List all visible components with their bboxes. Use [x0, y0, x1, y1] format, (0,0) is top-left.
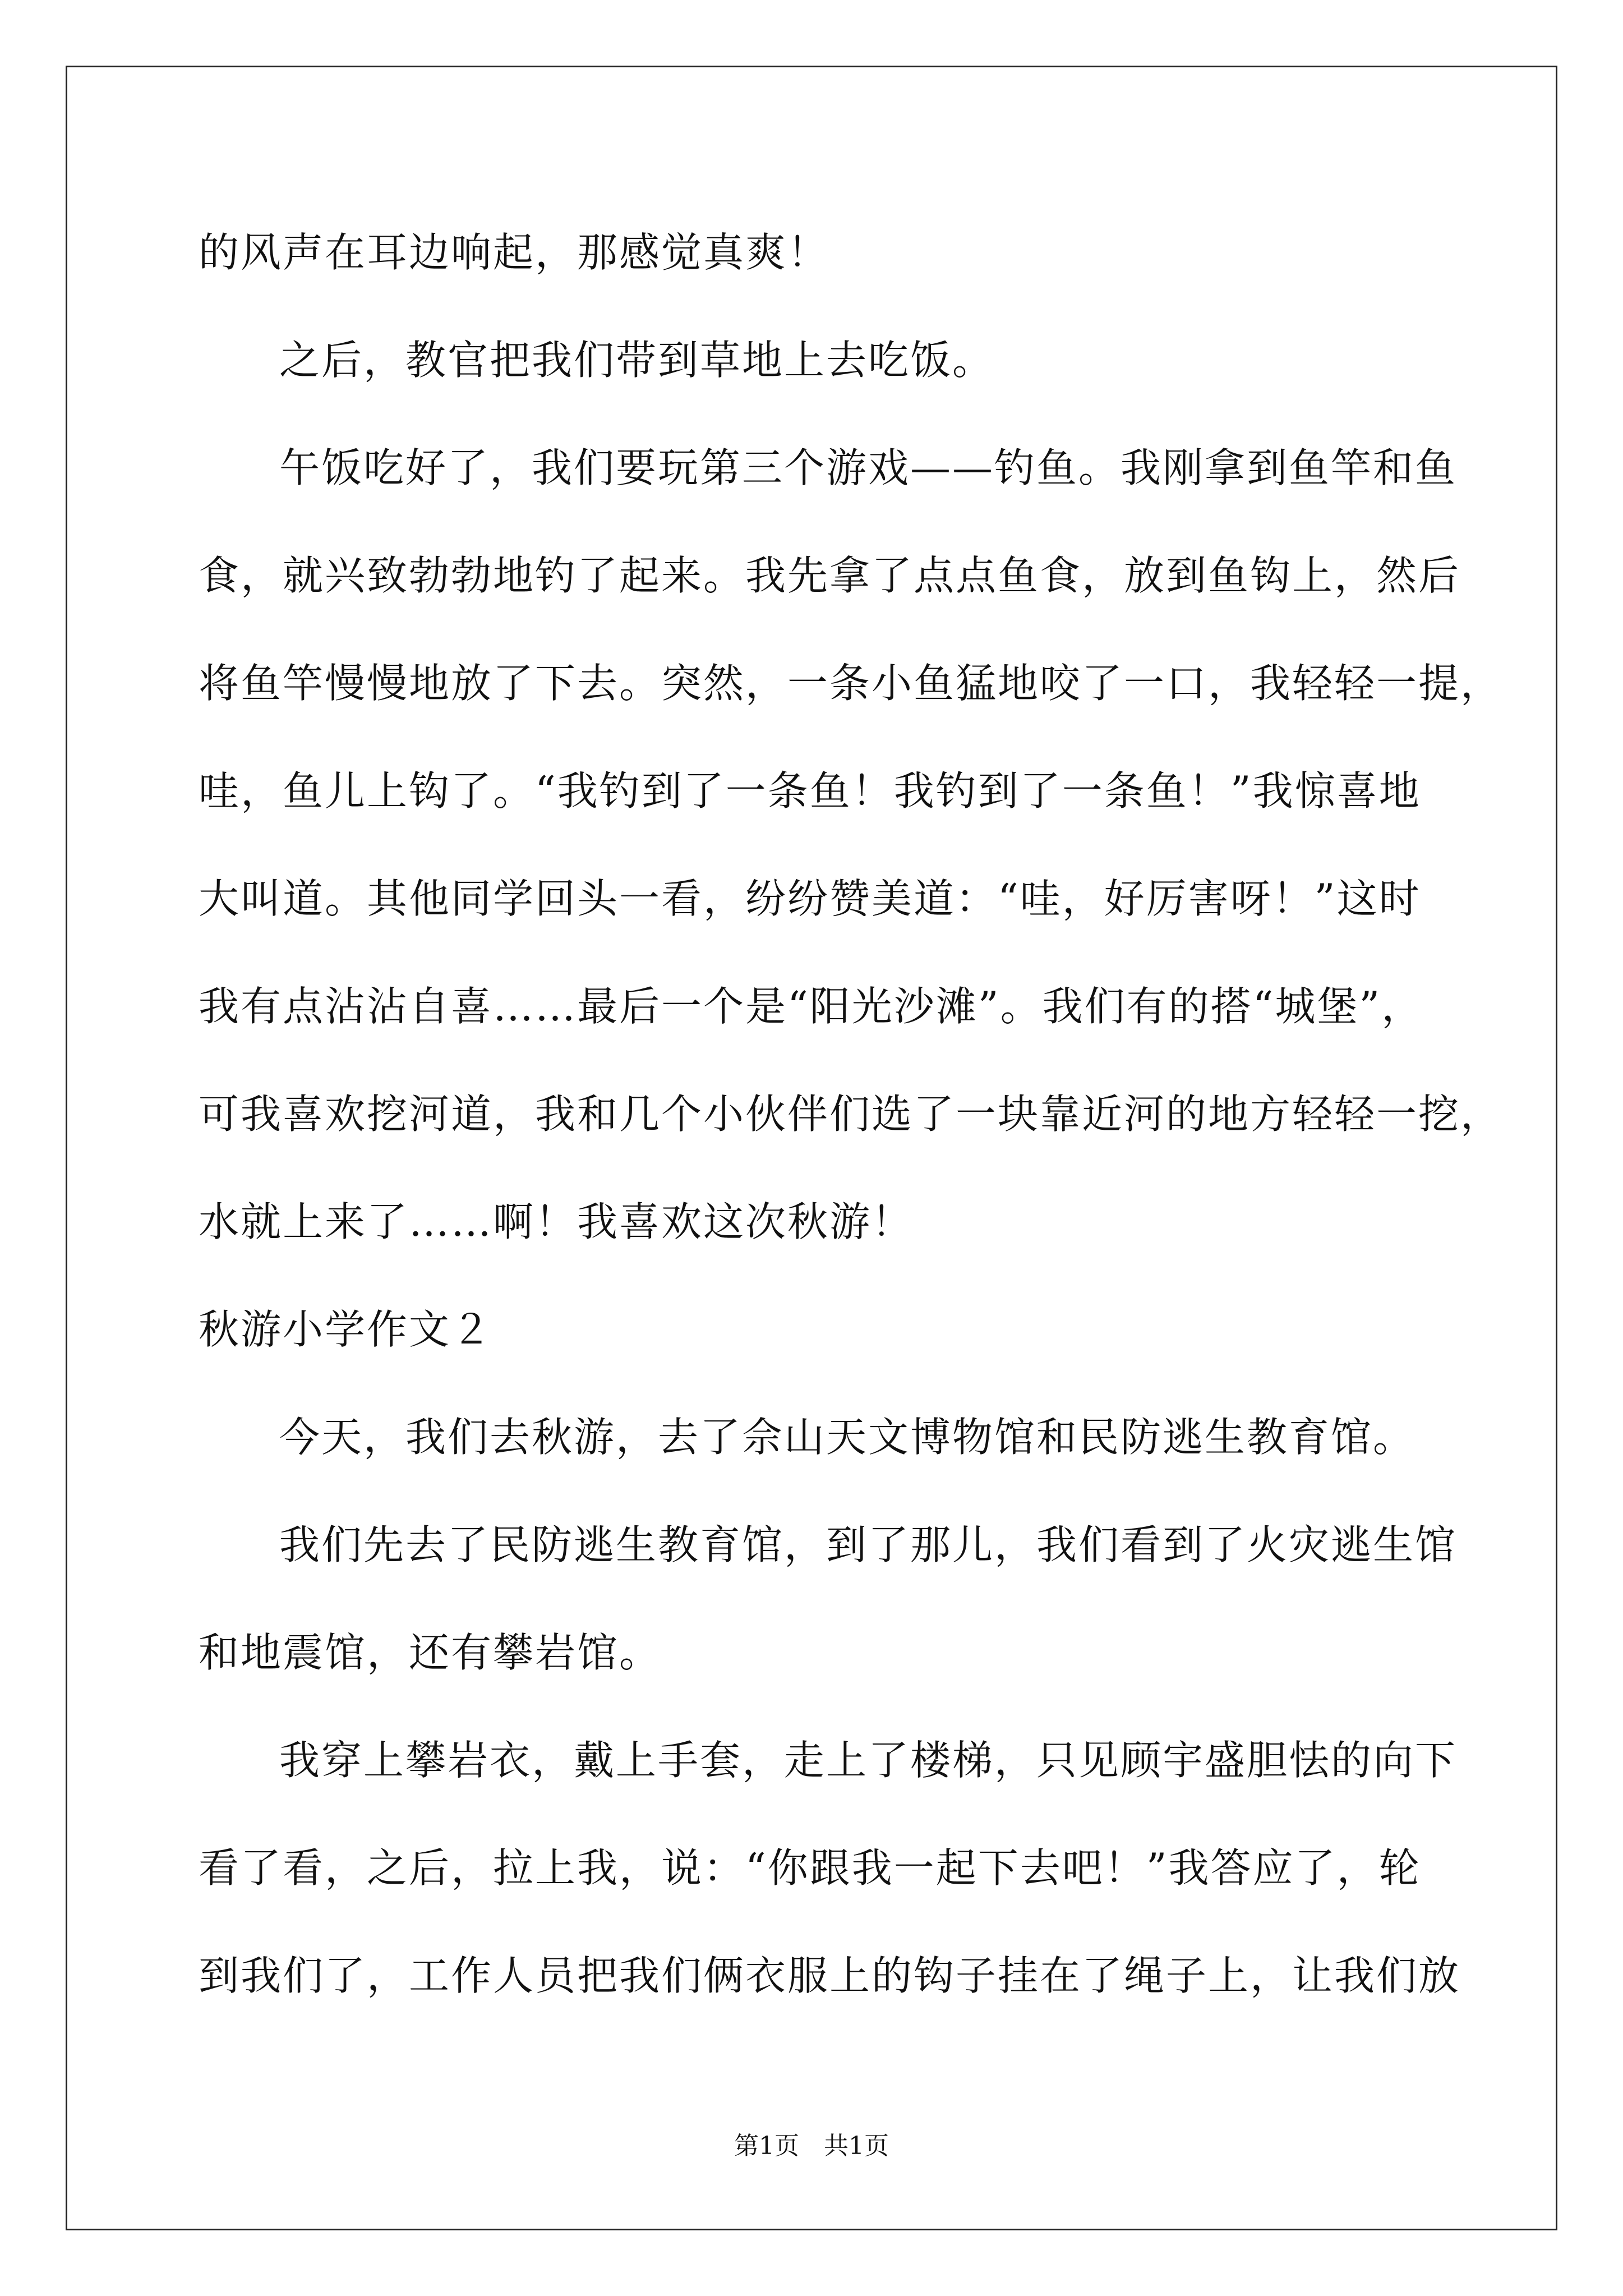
text-line-1: 的风声在耳边响起，那感觉真爽！ [199, 229, 830, 276]
text-line-17: 到我们了，工作人员把我们俩衣服上的钩子挂在了绳子上，让我们放 [199, 1952, 1461, 1999]
text-line-9: 可我喜欢挖河道，我和几个小伙伴们选了一块靠近河的地方轻轻一挖， [199, 1091, 1503, 1138]
text-line-10: 水就上来了……啊！我喜欢这次秋游！ [199, 1198, 914, 1245]
text-line-4: 食，就兴致勃勃地钓了起来。我先拿了点点鱼食，放到鱼钩上，然后 [199, 552, 1461, 599]
text-line-15: 我穿上攀岩衣，戴上手套，走上了楼梯，只见顾宇盛胆怯的向下 [279, 1737, 1458, 1784]
text-line-3: 午饭吃好了，我们要玩第三个游戏——钓鱼。我刚拿到鱼竿和鱼 [279, 444, 1458, 491]
text-line-2: 之后，教官把我们带到草地上去吃饭。 [279, 337, 995, 384]
page-border [66, 66, 1557, 2230]
text-line-5: 将鱼竿慢慢地放了下去。突然，一条小鱼猛地咬了一口，我轻轻一提， [199, 660, 1503, 707]
section-heading: 秋游小学作文２ [199, 1306, 494, 1353]
page-footer: 第1页 共1页 [734, 2132, 889, 2160]
text-line-16: 看了看，之后，拉上我，说：“你跟我一起下去吧！”我答应了，轮 [199, 1844, 1421, 1892]
text-line-8: 我有点沾沾自喜……最后一个是“阳光沙滩”。我们有的搭“城堡”， [199, 983, 1424, 1030]
text-line-12: 今天，我们去秋游，去了佘山天文博物馆和民防逃生教育馆。 [279, 1414, 1415, 1461]
text-line-7: 大叫道。其他同学回头一看，纷纷赞美道：“哇，好厉害呀！”这时 [199, 875, 1421, 922]
text-line-13: 我们先去了民防逃生教育馆，到了那儿，我们看到了火灾逃生馆 [279, 1521, 1458, 1568]
text-line-6: 哇，鱼儿上钩了。“我钓到了一条鱼！我钓到了一条鱼！”我惊喜地 [199, 767, 1421, 815]
text-line-14: 和地震馆，还有攀岩馆。 [199, 1629, 662, 1676]
